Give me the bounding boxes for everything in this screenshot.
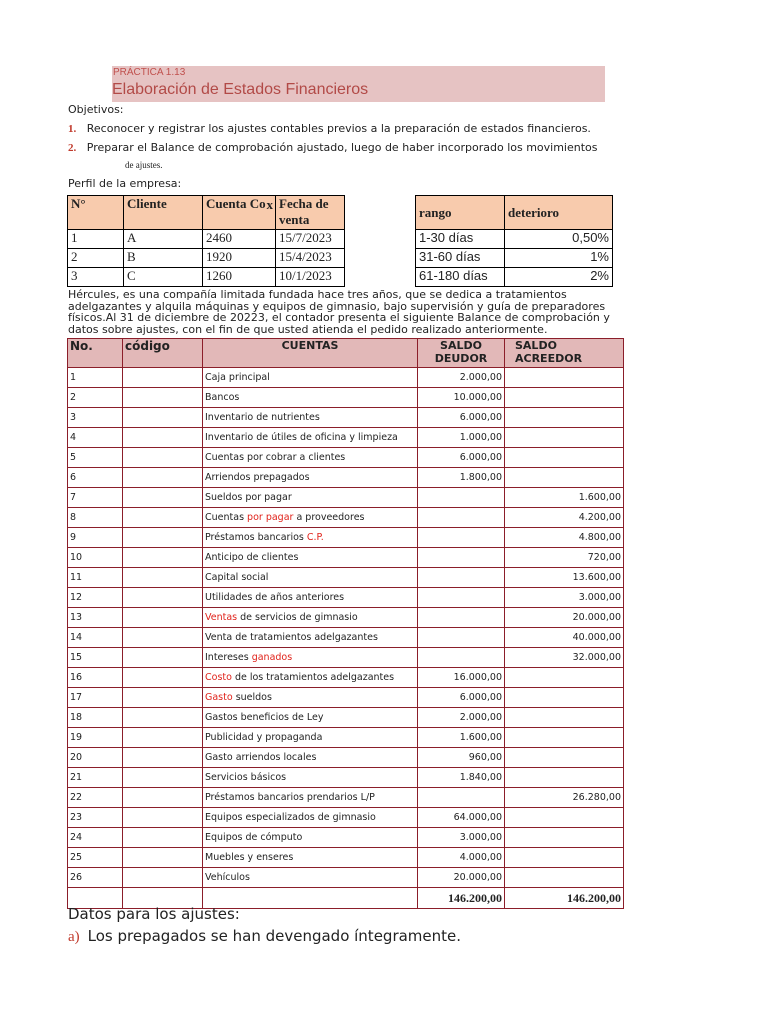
balance-body bbox=[68, 368, 624, 888]
cell: C bbox=[124, 268, 203, 287]
row-codigo bbox=[123, 588, 203, 608]
saldo-acreedor bbox=[505, 828, 624, 848]
cell: 3 bbox=[68, 268, 124, 287]
row-number: 17 bbox=[68, 688, 123, 708]
saldo-deudor: 64.000,00 bbox=[418, 808, 505, 828]
account-name-part: Préstamos bancarios prendarios L/P bbox=[205, 792, 375, 803]
saldo-acreedor bbox=[505, 848, 624, 868]
objective-number: 2. bbox=[68, 142, 77, 154]
account-name-part: Cuentas bbox=[205, 512, 248, 523]
saldo-acreedor: 26.280,00 bbox=[505, 788, 624, 808]
cell: A bbox=[124, 230, 203, 249]
row-number: 9 bbox=[68, 528, 123, 548]
saldo-acreedor: 4.800,00 bbox=[505, 528, 624, 548]
account-name bbox=[203, 588, 418, 608]
paragraph-line: datos sobre ajustes, con el fin de que usted atienda el pedido realizado anteriormente. bbox=[68, 323, 548, 337]
cell: 2 bbox=[68, 249, 124, 268]
paragraph-line: físicos.Al 31 de diciembre de 20223, el contador presenta el siguiente Balance de comprobación y bbox=[68, 311, 610, 325]
row-codigo bbox=[123, 528, 203, 548]
row-number: 11 bbox=[68, 568, 123, 588]
account-name bbox=[203, 828, 418, 848]
table-row bbox=[68, 468, 624, 488]
account-name bbox=[203, 508, 418, 528]
saldo-acreedor: 40.000,00 bbox=[505, 628, 624, 648]
account-name-part: de los tratamientos adelgazantes bbox=[231, 672, 395, 683]
saldo-acreedor: 720,00 bbox=[505, 548, 624, 568]
saldo-deudor bbox=[418, 628, 505, 648]
cell: 2460 bbox=[203, 230, 276, 249]
table-row bbox=[68, 728, 624, 748]
saldo-acreedor bbox=[505, 388, 624, 408]
account-name-highlight: Gasto bbox=[205, 692, 233, 703]
table-row bbox=[68, 528, 624, 548]
row-codigo bbox=[123, 708, 203, 728]
account-name-part: a proveedores bbox=[293, 512, 365, 523]
saldo-deudor bbox=[418, 568, 505, 588]
saldo-acreedor bbox=[505, 808, 624, 828]
col-header: N° bbox=[68, 196, 124, 230]
account-name-part: Caja principal bbox=[205, 372, 270, 383]
saldo-deudor bbox=[418, 508, 505, 528]
cell: 2% bbox=[505, 268, 613, 287]
header-line: SALDO bbox=[515, 339, 557, 352]
saldo-acreedor bbox=[505, 668, 624, 688]
saldo-acreedor bbox=[505, 408, 624, 428]
account-name-part: Inventario de útiles de oficina y limpieza bbox=[205, 432, 398, 443]
account-name-highlight: C.P. bbox=[306, 532, 324, 543]
saldo-deudor bbox=[418, 608, 505, 628]
table-row bbox=[416, 230, 613, 249]
row-number: 12 bbox=[68, 588, 123, 608]
col-header bbox=[203, 196, 276, 230]
clientes-table bbox=[67, 195, 345, 287]
account-name-highlight: Costo bbox=[205, 672, 232, 683]
cell: 31-60 días bbox=[416, 249, 505, 268]
cell: 1-30 días bbox=[416, 230, 505, 249]
account-name bbox=[203, 848, 418, 868]
account-name-part: Equipos especializados de gimnasio bbox=[205, 812, 376, 823]
account-name-part: Bancos bbox=[205, 392, 240, 403]
account-name-part: Vehículos bbox=[205, 872, 250, 883]
saldo-acreedor: 1.600,00 bbox=[505, 488, 624, 508]
row-number: 13 bbox=[68, 608, 123, 628]
account-name-part: Muebles y enseres bbox=[205, 852, 294, 863]
saldo-acreedor: 3.000,00 bbox=[505, 588, 624, 608]
row-number: 3 bbox=[68, 408, 123, 428]
account-name bbox=[203, 568, 418, 588]
cell: 1260 bbox=[203, 268, 276, 287]
account-name bbox=[203, 768, 418, 788]
account-name-part: Préstamos bancarios bbox=[205, 532, 307, 543]
row-number: 25 bbox=[68, 848, 123, 868]
header-line: DEUDOR bbox=[434, 352, 488, 365]
account-name-part: de servicios de gimnasio bbox=[237, 612, 358, 623]
row-codigo bbox=[123, 488, 203, 508]
objective-text: Preparar el Balance de comprobación ajustado, luego de haber incorporado los movimientos bbox=[86, 141, 598, 154]
row-number: 6 bbox=[68, 468, 123, 488]
table-row bbox=[68, 508, 624, 528]
row-number: 7 bbox=[68, 488, 123, 508]
table-row bbox=[68, 648, 624, 668]
row-codigo bbox=[123, 468, 203, 488]
col-header-codigo: código bbox=[123, 339, 203, 368]
row-number: 21 bbox=[68, 768, 123, 788]
objective-text-cont: de ajustes. bbox=[125, 160, 163, 170]
saldo-acreedor bbox=[505, 448, 624, 468]
table-row bbox=[416, 249, 613, 268]
saldo-deudor: 10.000,00 bbox=[418, 388, 505, 408]
saldo-deudor: 1.000,00 bbox=[418, 428, 505, 448]
col-header-x: x bbox=[266, 197, 273, 212]
account-name bbox=[203, 648, 418, 668]
account-name bbox=[203, 428, 418, 448]
saldo-deudor: 1.800,00 bbox=[418, 468, 505, 488]
col-header: rango bbox=[416, 196, 505, 230]
company-description bbox=[68, 289, 613, 336]
col-header-no: No. bbox=[68, 339, 123, 368]
row-number: 2 bbox=[68, 388, 123, 408]
table-row bbox=[416, 268, 613, 287]
table-row bbox=[68, 768, 624, 788]
row-codigo bbox=[123, 408, 203, 428]
cell: 1 bbox=[68, 230, 124, 249]
account-name-part: Publicidad y propaganda bbox=[205, 732, 323, 743]
row-number: 26 bbox=[68, 868, 123, 888]
row-codigo bbox=[123, 828, 203, 848]
account-name bbox=[203, 388, 418, 408]
account-name-part: Sueldos por pagar bbox=[205, 492, 292, 503]
objective-text: Reconocer y registrar los ajustes contables previos a la preparación de estados financieros. bbox=[86, 122, 591, 135]
account-name-highlight: Ventas bbox=[205, 612, 238, 623]
account-name-part: Gastos beneficios de Ley bbox=[205, 712, 324, 723]
col-header-cuentas: CUENTAS bbox=[203, 339, 418, 368]
saldo-acreedor: 32.000,00 bbox=[505, 648, 624, 668]
table-row bbox=[68, 408, 624, 428]
header-line: SALDO bbox=[440, 339, 482, 352]
row-codigo bbox=[123, 668, 203, 688]
account-name bbox=[203, 468, 418, 488]
row-codigo bbox=[123, 848, 203, 868]
account-name bbox=[203, 728, 418, 748]
ajuste-letter: a) bbox=[68, 929, 80, 945]
table-row bbox=[68, 568, 624, 588]
page-title: Elaboración de Estados Financieros bbox=[112, 81, 369, 98]
account-name-part: Capital social bbox=[205, 572, 269, 583]
saldo-acreedor: 20.000,00 bbox=[505, 608, 624, 628]
paragraph-line: adelgazantes y alquila máquinas y equipos de gimnasio, bajo supervisión y guía de preparadores bbox=[68, 299, 606, 313]
row-number: 24 bbox=[68, 828, 123, 848]
account-name-part: Venta de tratamientos adelgazantes bbox=[205, 632, 378, 643]
row-number: 10 bbox=[68, 548, 123, 568]
saldo-deudor: 20.000,00 bbox=[418, 868, 505, 888]
objective-item-1 bbox=[68, 122, 591, 135]
row-codigo bbox=[123, 808, 203, 828]
account-name-part: Equipos de cómputo bbox=[205, 832, 303, 843]
saldo-deudor: 6.000,00 bbox=[418, 408, 505, 428]
account-name-highlight: ganados bbox=[251, 652, 293, 663]
account-name-part: Cuentas por cobrar a clientes bbox=[205, 452, 346, 463]
saldo-deudor: 4.000,00 bbox=[418, 848, 505, 868]
table-row bbox=[68, 788, 624, 808]
saldo-acreedor bbox=[505, 868, 624, 888]
saldo-deudor bbox=[418, 548, 505, 568]
clientes-header-row bbox=[68, 196, 345, 230]
perfil-label: Perfil de la empresa: bbox=[68, 177, 182, 190]
account-name-part: Utilidades de años anteriores bbox=[205, 592, 345, 603]
account-name-part: Inventario de nutrientes bbox=[205, 412, 320, 423]
saldo-deudor: 1.840,00 bbox=[418, 768, 505, 788]
cell: 15/4/2023 bbox=[276, 249, 345, 268]
row-codigo bbox=[123, 608, 203, 628]
account-name bbox=[203, 688, 418, 708]
row-codigo bbox=[123, 388, 203, 408]
table-row bbox=[68, 268, 345, 287]
row-number: 16 bbox=[68, 668, 123, 688]
account-name-part: Intereses bbox=[205, 652, 252, 663]
row-codigo bbox=[123, 508, 203, 528]
account-name-part: sueldos bbox=[232, 692, 272, 703]
row-number: 4 bbox=[68, 428, 123, 448]
cell: 1920 bbox=[203, 249, 276, 268]
saldo-deudor: 6.000,00 bbox=[418, 688, 505, 708]
cell: 15/7/2023 bbox=[276, 230, 345, 249]
practice-number: PRÁCTICA 1.13 bbox=[113, 67, 186, 78]
account-name bbox=[203, 408, 418, 428]
saldo-acreedor bbox=[505, 468, 624, 488]
table-row bbox=[68, 808, 624, 828]
saldo-deudor: 6.000,00 bbox=[418, 448, 505, 468]
saldo-acreedor bbox=[505, 428, 624, 448]
col-header-text: Cuenta Co bbox=[206, 196, 266, 211]
account-name bbox=[203, 808, 418, 828]
saldo-deudor: 3.000,00 bbox=[418, 828, 505, 848]
table-row bbox=[68, 388, 624, 408]
col-header-acreedor bbox=[505, 339, 624, 368]
account-name-part: Anticipo de clientes bbox=[205, 552, 299, 563]
row-number: 22 bbox=[68, 788, 123, 808]
row-number: 18 bbox=[68, 708, 123, 728]
saldo-deudor bbox=[418, 488, 505, 508]
row-codigo bbox=[123, 748, 203, 768]
total-deudor: 146.200,00 bbox=[418, 888, 505, 909]
account-name bbox=[203, 608, 418, 628]
table-row bbox=[68, 428, 624, 448]
account-name bbox=[203, 668, 418, 688]
saldo-deudor bbox=[418, 588, 505, 608]
col-header: Fecha de venta bbox=[276, 196, 345, 230]
account-name-highlight: por pagar bbox=[247, 512, 294, 523]
saldo-acreedor bbox=[505, 688, 624, 708]
table-row bbox=[68, 608, 624, 628]
row-number: 8 bbox=[68, 508, 123, 528]
table-row bbox=[68, 868, 624, 888]
saldo-deudor: 16.000,00 bbox=[418, 668, 505, 688]
account-name bbox=[203, 528, 418, 548]
cell: 10/1/2023 bbox=[276, 268, 345, 287]
account-name-part: Arriendos prepagados bbox=[205, 472, 310, 483]
table-row bbox=[68, 448, 624, 468]
table-row bbox=[68, 548, 624, 568]
account-name-part: Gasto arriendos locales bbox=[205, 752, 317, 763]
header-line: ACREEDOR bbox=[515, 352, 583, 365]
saldo-acreedor bbox=[505, 368, 624, 388]
deterioro-header-row bbox=[416, 196, 613, 230]
row-number: 23 bbox=[68, 808, 123, 828]
saldo-deudor bbox=[418, 788, 505, 808]
saldo-deudor: 960,00 bbox=[418, 748, 505, 768]
saldo-acreedor bbox=[505, 708, 624, 728]
saldo-deudor: 2.000,00 bbox=[418, 368, 505, 388]
table-row bbox=[68, 688, 624, 708]
objective-number: 1. bbox=[68, 123, 77, 135]
cell: 1% bbox=[505, 249, 613, 268]
saldo-deudor: 2.000,00 bbox=[418, 708, 505, 728]
saldo-deudor: 1.600,00 bbox=[418, 728, 505, 748]
row-codigo bbox=[123, 628, 203, 648]
balance-table bbox=[67, 338, 624, 909]
row-codigo bbox=[123, 548, 203, 568]
saldo-acreedor bbox=[505, 768, 624, 788]
row-codigo bbox=[123, 788, 203, 808]
account-name bbox=[203, 628, 418, 648]
paragraph-line: Hércules, es una compañía limitada fundada hace tres años, que se dedica a tratamientos bbox=[68, 288, 567, 301]
account-name-part: Servicios básicos bbox=[205, 772, 287, 783]
table-row bbox=[68, 488, 624, 508]
table-row bbox=[68, 628, 624, 648]
account-name bbox=[203, 788, 418, 808]
cell: B bbox=[124, 249, 203, 268]
account-name bbox=[203, 748, 418, 768]
account-name bbox=[203, 548, 418, 568]
balance-header-row bbox=[68, 339, 624, 368]
table-row bbox=[68, 828, 624, 848]
row-codigo bbox=[123, 568, 203, 588]
table-row bbox=[68, 230, 345, 249]
saldo-acreedor bbox=[505, 748, 624, 768]
row-codigo bbox=[123, 648, 203, 668]
datos-label: Datos para los ajustes: bbox=[68, 905, 240, 923]
cell: 0,50% bbox=[505, 230, 613, 249]
row-codigo bbox=[123, 368, 203, 388]
row-codigo bbox=[123, 688, 203, 708]
table-row bbox=[68, 748, 624, 768]
objective-item-2 bbox=[68, 141, 598, 154]
objetivos-label: Objetivos: bbox=[68, 103, 124, 116]
saldo-deudor bbox=[418, 528, 505, 548]
account-name bbox=[203, 368, 418, 388]
saldo-acreedor: 4.200,00 bbox=[505, 508, 624, 528]
deterioro-table bbox=[415, 195, 613, 287]
row-codigo bbox=[123, 868, 203, 888]
table-row bbox=[68, 708, 624, 728]
col-header-deudor bbox=[418, 339, 505, 368]
row-number: 14 bbox=[68, 628, 123, 648]
saldo-deudor bbox=[418, 648, 505, 668]
account-name bbox=[203, 488, 418, 508]
account-name bbox=[203, 868, 418, 888]
saldo-acreedor: 13.600,00 bbox=[505, 568, 624, 588]
row-codigo bbox=[123, 428, 203, 448]
saldo-acreedor bbox=[505, 728, 624, 748]
row-codigo bbox=[123, 728, 203, 748]
ajuste-item-a bbox=[68, 927, 461, 946]
col-header: deterioro bbox=[505, 196, 613, 230]
row-codigo bbox=[123, 448, 203, 468]
row-number: 15 bbox=[68, 648, 123, 668]
row-number: 5 bbox=[68, 448, 123, 468]
ajuste-text: Los prepagados se han devengado íntegramente. bbox=[87, 927, 462, 945]
account-name bbox=[203, 448, 418, 468]
table-row bbox=[68, 588, 624, 608]
account-name bbox=[203, 708, 418, 728]
row-number: 19 bbox=[68, 728, 123, 748]
col-header: Cliente bbox=[124, 196, 203, 230]
table-row bbox=[68, 368, 624, 388]
row-number: 20 bbox=[68, 748, 123, 768]
cell: 61-180 días bbox=[416, 268, 505, 287]
table-row bbox=[68, 249, 345, 268]
total-acreedor: 146.200,00 bbox=[505, 888, 624, 909]
table-row bbox=[68, 668, 624, 688]
row-number: 1 bbox=[68, 368, 123, 388]
row-codigo bbox=[123, 768, 203, 788]
table-row bbox=[68, 848, 624, 868]
